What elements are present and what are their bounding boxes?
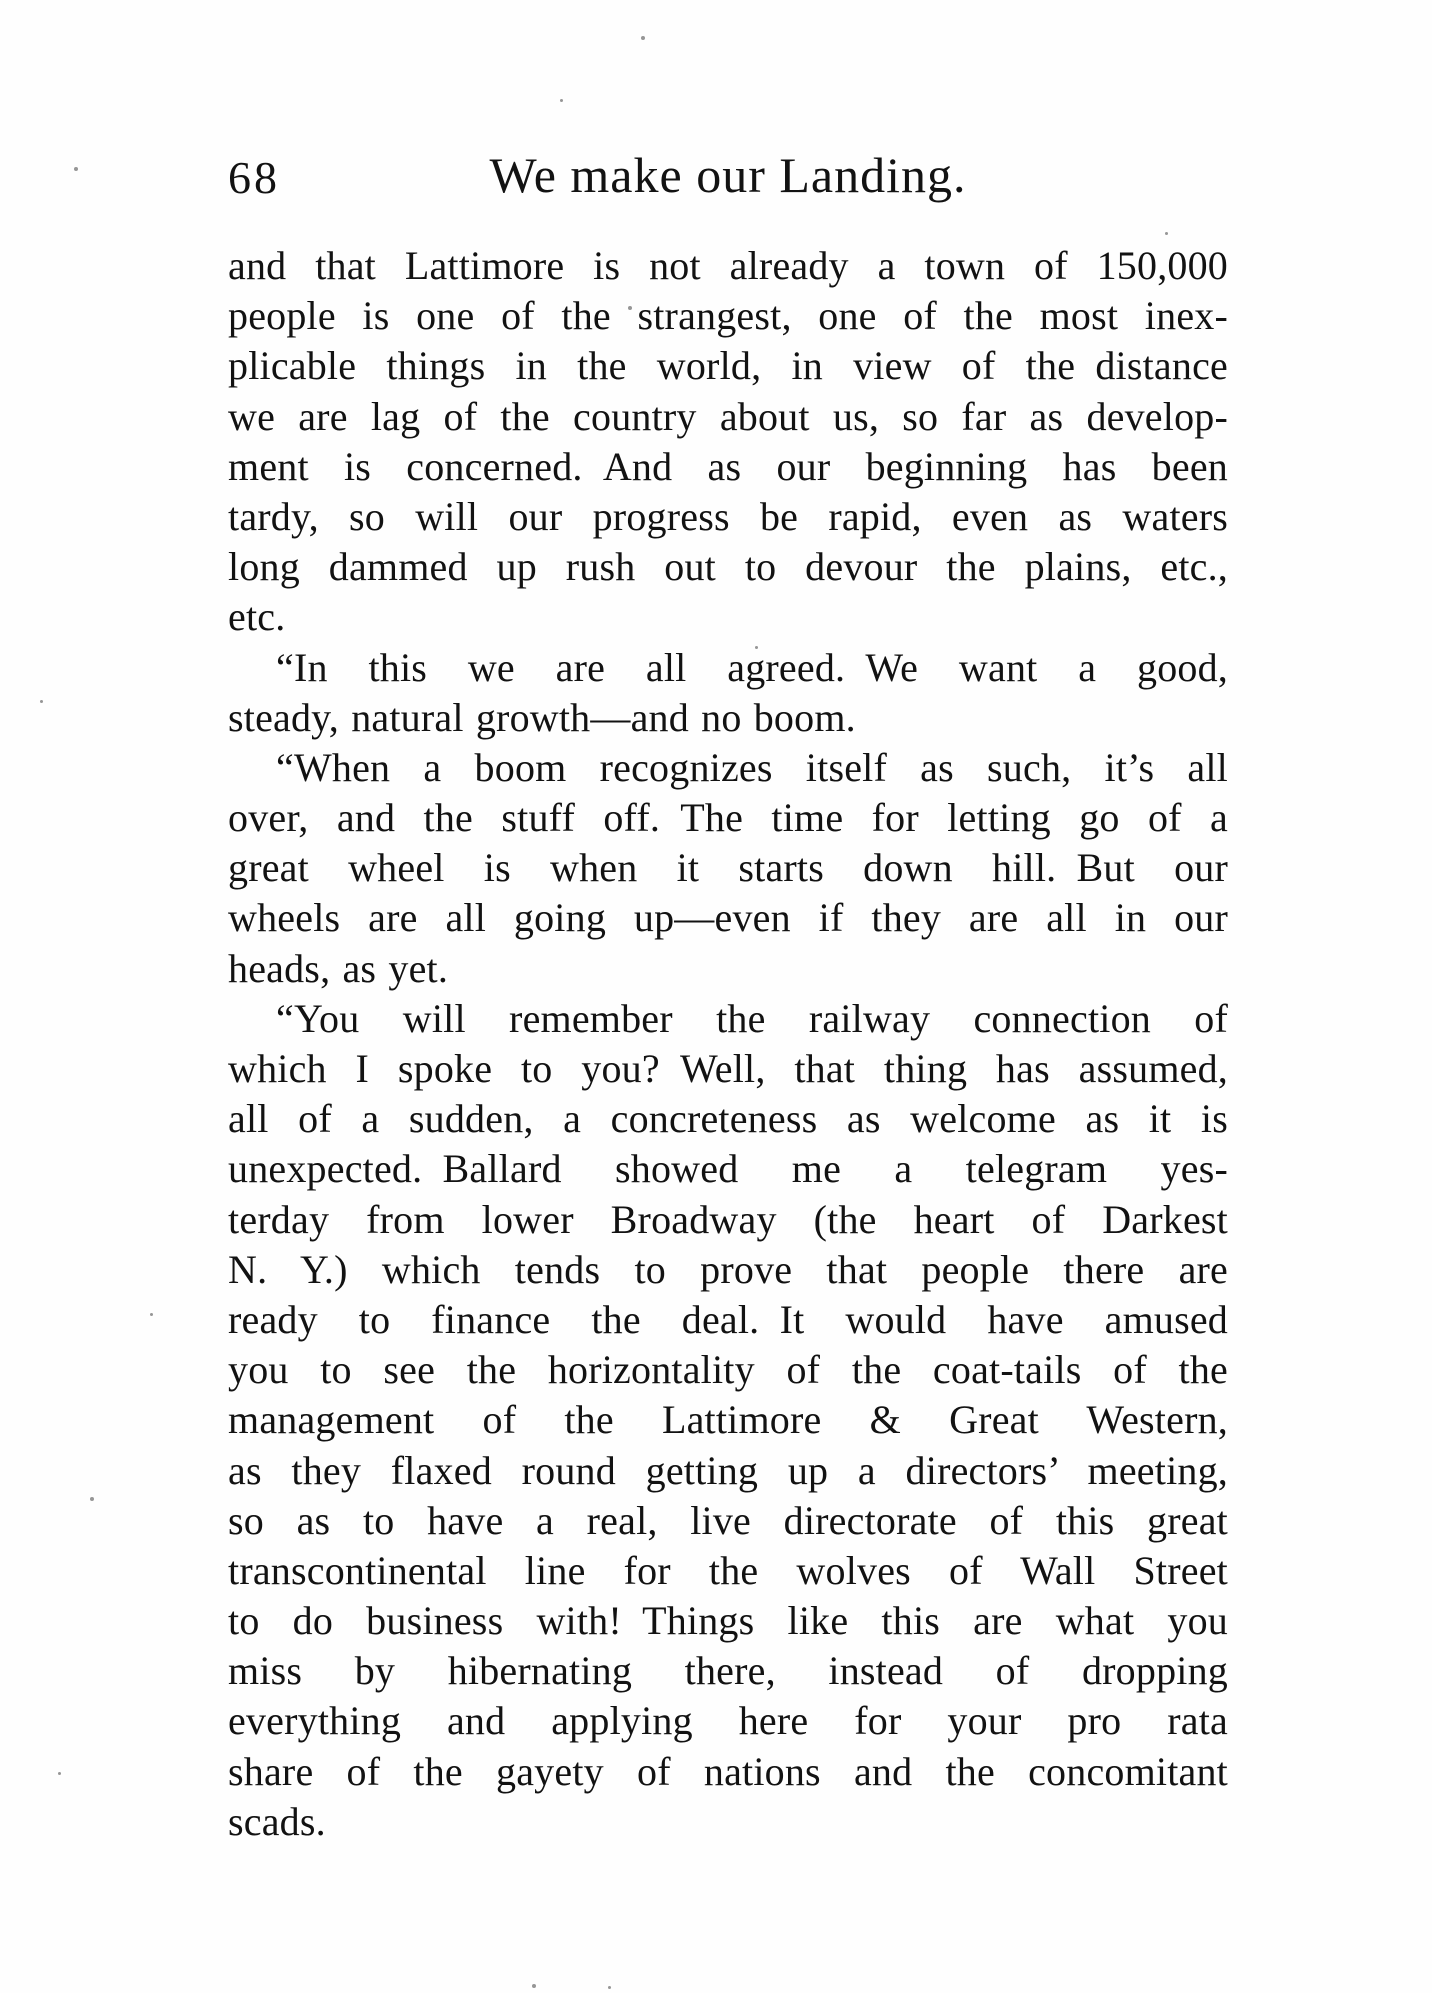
scan-speck — [90, 1497, 94, 1501]
text-line: plicable things in the world, in view of the distance — [228, 343, 1228, 389]
text-line: miss by hibernating there, instead of dropping — [228, 1648, 1228, 1694]
page-number: 68 — [228, 152, 280, 203]
text-line: tardy, so will our progress be rapid, even as waters — [228, 493, 1228, 539]
text-line: steady, natural growth—and no boom. — [228, 694, 856, 740]
text-line: ready to finance the deal. It would have amused — [228, 1296, 1228, 1342]
scan-speck — [40, 700, 43, 703]
text-line: and that Lattimore is not already a town of 150,000 — [228, 243, 1228, 288]
text-line: etc. — [228, 594, 286, 640]
scan-speck — [641, 36, 645, 40]
text-line: great wheel is when it starts down hill. But our — [228, 845, 1228, 891]
scan-speck — [1165, 232, 1168, 235]
text-line: share of the gayety of nations and the concomitant — [228, 1748, 1228, 1794]
text-line: wheels are all going up—even if they are all in our — [228, 895, 1228, 941]
text-line: heads, as yet. — [228, 945, 449, 991]
text-line: “You will remember the railway connection of — [276, 995, 1228, 1041]
scan-speck — [532, 1984, 536, 1988]
text-line: management of the Lattimore & Great Western, — [228, 1397, 1228, 1443]
text-line: terday from lower Broadway (the heart of Darkest — [228, 1196, 1228, 1242]
text-line: which I spoke to you? Well, that thing has assumed, — [228, 1046, 1228, 1091]
text-line: all of a sudden, a concreteness as welcome as it is — [228, 1096, 1228, 1142]
text-line: people is one of the strangest, one of the most inex- — [228, 293, 1228, 339]
text-line: “When a boom recognizes itself as such, it’s all — [276, 744, 1228, 790]
text-line: unexpected. Ballard showed me a telegram yes- — [228, 1146, 1228, 1192]
text-line: “In this we are all agreed. We want a good, — [276, 644, 1228, 690]
text-line: everything and applying here for your pro rata — [228, 1698, 1228, 1744]
text-line: transcontinental line for the wolves of Wall Street — [228, 1547, 1228, 1593]
scan-speck — [755, 646, 758, 649]
text-line: N. Y.) which tends to prove that people there are — [228, 1246, 1228, 1292]
text-line: long dammed up rush out to devour the plains, etc., — [228, 544, 1228, 590]
scan-speck — [150, 1313, 153, 1316]
text-line: you to see the horizontality of the coat-tails of the — [228, 1347, 1228, 1393]
text-line: to do business with! Things like this are what you — [228, 1598, 1228, 1644]
scan-speck — [560, 99, 563, 102]
text-line: as they flaxed round getting up a directors’ meeting, — [228, 1447, 1228, 1493]
scan-speck — [608, 1986, 611, 1989]
text-line: ment is concerned. And as our beginning has been — [228, 443, 1228, 489]
scan-speck — [628, 306, 632, 310]
text-line: so as to have a real, live directorate of this great — [228, 1497, 1228, 1543]
text-line: scads. — [228, 1798, 326, 1844]
body-text — [228, 241, 1228, 1847]
text-line: we are lag of the country about us, so far as develop- — [228, 393, 1228, 439]
scan-speck — [74, 167, 78, 171]
page-header — [228, 146, 1228, 208]
scan-speck — [58, 1772, 61, 1775]
text-line: over, and the stuff off. The time for letting go of a — [228, 795, 1228, 841]
running-title: We make our Landing. — [489, 147, 967, 203]
